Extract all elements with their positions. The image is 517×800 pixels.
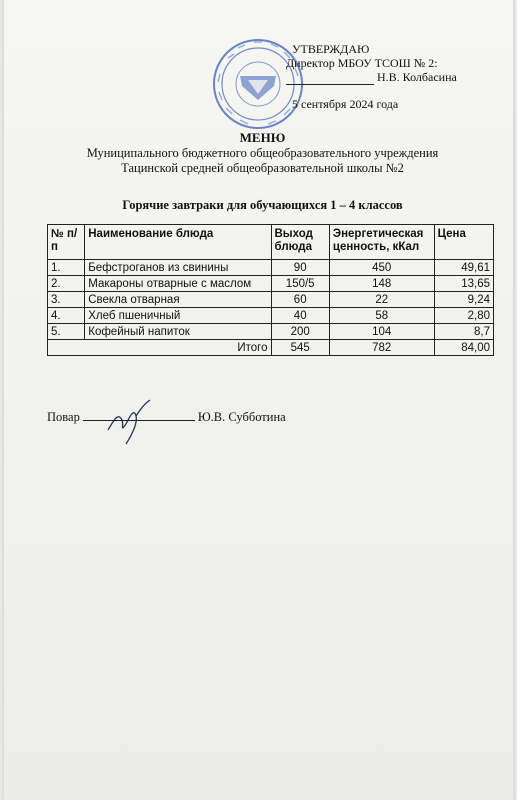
row-portion: 200 <box>271 324 329 340</box>
table-total-row <box>48 340 494 356</box>
row-price: 8,7 <box>434 324 493 340</box>
table-row <box>48 324 494 340</box>
header-price: Цена <box>434 225 493 260</box>
row-price: 9,24 <box>434 292 493 308</box>
row-num: 4. <box>48 308 85 324</box>
approve-label: УТВЕРЖДАЮ <box>292 42 370 56</box>
director-title: Директор МБОУ ТСОШ № 2: <box>286 56 438 70</box>
total-price: 84,00 <box>434 340 493 356</box>
row-num: 3. <box>48 292 85 308</box>
row-portion: 90 <box>271 260 329 276</box>
row-price: 2,80 <box>434 308 493 324</box>
menu-subtitle: Горячие завтраки для обучающихся 1 – 4 классов <box>122 198 403 212</box>
cook-signature-blank <box>83 408 195 421</box>
row-dish: Макароны отварные с маслом <box>85 276 271 292</box>
header-portion: Выход блюда <box>271 225 329 260</box>
director-signature-line <box>286 70 466 85</box>
row-energy: 58 <box>329 308 434 324</box>
header-num: № п/п <box>48 225 85 260</box>
row-price: 13,65 <box>434 276 493 292</box>
total-portion: 545 <box>271 340 329 356</box>
row-dish: Свекла отварная <box>85 292 271 308</box>
cook-line <box>47 408 286 425</box>
page-title: МЕНЮ <box>239 130 286 145</box>
org-name-line2: Тацинской средней общеобразовательной школы №2 <box>121 161 404 175</box>
table-header-row <box>48 225 494 260</box>
total-energy: 782 <box>329 340 434 356</box>
row-portion: 40 <box>271 308 329 324</box>
table-row <box>48 260 494 276</box>
table-row <box>48 292 494 308</box>
total-label: Итого <box>48 340 272 356</box>
table-row <box>48 308 494 324</box>
org-name-line1: Муниципального бюджетного общеобразовательного учреждения <box>86 146 439 160</box>
table-row <box>48 276 494 292</box>
director-name: Н.В. Колбасина <box>377 70 457 84</box>
row-portion: 60 <box>271 292 329 308</box>
header-name: Наименование блюда <box>85 225 271 260</box>
row-energy: 104 <box>329 324 434 340</box>
row-price: 49,61 <box>434 260 493 276</box>
row-energy: 450 <box>329 260 434 276</box>
approval-date: 5 сентября 2024 года <box>292 97 399 111</box>
row-dish: Кофейный напиток <box>85 324 271 340</box>
row-num: 5. <box>48 324 85 340</box>
row-dish: Хлеб пшеничный <box>85 308 271 324</box>
row-num: 1. <box>48 260 85 276</box>
document-page <box>4 0 513 800</box>
row-energy: 22 <box>329 292 434 308</box>
header-energy: Энергетическая ценность, кКал <box>329 225 434 260</box>
row-dish: Бефстроганов из свинины <box>85 260 271 276</box>
cook-name: Ю.В. Субботина <box>197 410 286 424</box>
signature-blank <box>286 84 374 85</box>
row-portion: 150/5 <box>271 276 329 292</box>
cook-label: Повар <box>47 410 80 424</box>
row-energy: 148 <box>329 276 434 292</box>
menu-table <box>47 224 494 356</box>
row-num: 2. <box>48 276 85 292</box>
